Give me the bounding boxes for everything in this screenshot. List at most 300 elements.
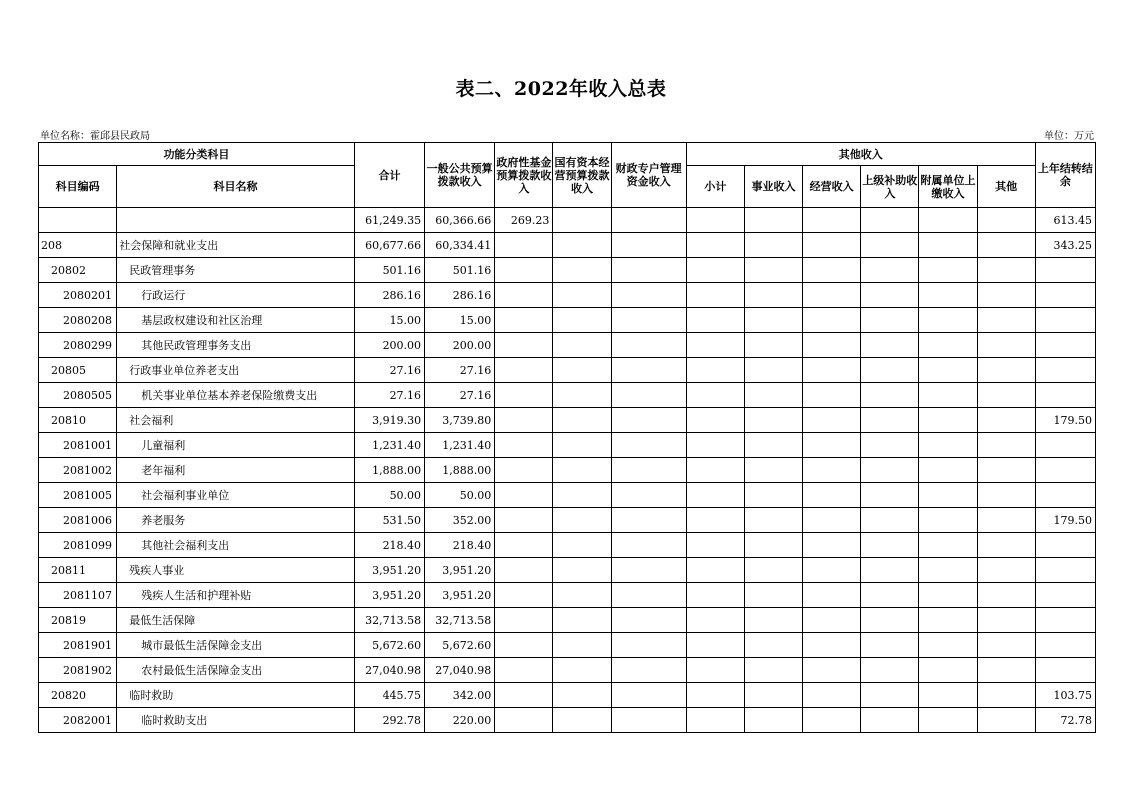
cell-operating-income (803, 633, 861, 658)
cell-operating-income (803, 708, 861, 733)
cell-operating-income (803, 458, 861, 483)
cell-affiliated-unit (919, 333, 977, 358)
header-superior-subsidy: 上级补助收入 (861, 166, 919, 208)
cell-superior-subsidy (861, 508, 919, 533)
cell-subtotal (686, 558, 744, 583)
cell-affiliated-unit (919, 683, 977, 708)
cell-carryover: 72.78 (1035, 708, 1095, 733)
cell-superior-subsidy (861, 483, 919, 508)
cell-operating-income (803, 358, 861, 383)
cell-carryover (1035, 608, 1095, 633)
cell-affiliated-unit (919, 308, 977, 333)
cell-other (977, 583, 1035, 608)
cell-gov-fund (495, 433, 553, 458)
cell-business-income (744, 533, 802, 558)
cell-other (977, 683, 1035, 708)
cell-business-income (744, 208, 802, 233)
cell-subtotal (686, 533, 744, 558)
cell-general-budget: 60,334.41 (425, 233, 495, 258)
cell-code: 20811 (39, 558, 117, 583)
cell-name: 残疾人生活和护理补贴 (117, 583, 355, 608)
cell-other (977, 208, 1035, 233)
cell-subtotal (686, 358, 744, 383)
cell-operating-income (803, 383, 861, 408)
cell-general-budget: 3,951.20 (425, 558, 495, 583)
cell-carryover (1035, 383, 1095, 408)
cell-code: 20802 (39, 258, 117, 283)
cell-state-capital (553, 258, 611, 283)
cell-state-capital (553, 508, 611, 533)
header-func-category: 功能分类科目 (39, 143, 355, 166)
cell-affiliated-unit (919, 233, 977, 258)
cell-affiliated-unit (919, 533, 977, 558)
cell-general-budget: 27.16 (425, 383, 495, 408)
cell-superior-subsidy (861, 583, 919, 608)
cell-total: 27,040.98 (354, 658, 424, 683)
cell-gov-fund (495, 633, 553, 658)
cell-fiscal-special (611, 433, 686, 458)
cell-gov-fund (495, 308, 553, 333)
unit-name-label: 单位名称：霍邱县民政局 (40, 131, 150, 142)
cell-carryover: 343.25 (1035, 233, 1095, 258)
cell-gov-fund (495, 333, 553, 358)
cell-name (117, 208, 355, 233)
cell-fiscal-special (611, 308, 686, 333)
cell-state-capital (553, 233, 611, 258)
cell-subtotal (686, 208, 744, 233)
cell-other (977, 508, 1035, 533)
cell-general-budget: 220.00 (425, 708, 495, 733)
cell-name: 农村最低生活保障金支出 (117, 658, 355, 683)
page-title: 表二、2022年收入总表 (455, 78, 667, 100)
table-row (39, 333, 1096, 358)
cell-general-budget: 3,951.20 (425, 583, 495, 608)
cell-code: 2081002 (39, 458, 117, 483)
cell-operating-income (803, 408, 861, 433)
cell-operating-income (803, 333, 861, 358)
cell-carryover (1035, 308, 1095, 333)
cell-other (977, 308, 1035, 333)
cell-other (977, 358, 1035, 383)
cell-gov-fund (495, 258, 553, 283)
cell-fiscal-special (611, 358, 686, 383)
cell-affiliated-unit (919, 633, 977, 658)
cell-superior-subsidy (861, 258, 919, 283)
cell-state-capital (553, 283, 611, 308)
cell-business-income (744, 558, 802, 583)
cell-fiscal-special (611, 383, 686, 408)
table-row (39, 308, 1096, 333)
cell-total: 32,713.58 (354, 608, 424, 633)
cell-other (977, 433, 1035, 458)
cell-total: 15.00 (354, 308, 424, 333)
cell-total: 50.00 (354, 483, 424, 508)
cell-affiliated-unit (919, 433, 977, 458)
cell-gov-fund (495, 608, 553, 633)
cell-superior-subsidy (861, 208, 919, 233)
cell-superior-subsidy (861, 708, 919, 733)
cell-affiliated-unit (919, 658, 977, 683)
cell-fiscal-special (611, 633, 686, 658)
cell-total: 200.00 (354, 333, 424, 358)
cell-total: 3,919.30 (354, 408, 424, 433)
cell-other (977, 633, 1035, 658)
cell-superior-subsidy (861, 308, 919, 333)
cell-state-capital (553, 383, 611, 408)
table-body (39, 208, 1096, 733)
cell-carryover (1035, 583, 1095, 608)
cell-other (977, 608, 1035, 633)
cell-fiscal-special (611, 258, 686, 283)
cell-state-capital (553, 208, 611, 233)
cell-carryover (1035, 458, 1095, 483)
cell-state-capital (553, 558, 611, 583)
cell-fiscal-special (611, 408, 686, 433)
income-table (38, 142, 1096, 733)
cell-total: 292.78 (354, 708, 424, 733)
cell-total: 218.40 (354, 533, 424, 558)
cell-total: 1,888.00 (354, 458, 424, 483)
cell-code: 20805 (39, 358, 117, 383)
cell-general-budget: 352.00 (425, 508, 495, 533)
cell-total: 1,231.40 (354, 433, 424, 458)
cell-carryover (1035, 558, 1095, 583)
cell-superior-subsidy (861, 433, 919, 458)
cell-subtotal (686, 683, 744, 708)
cell-business-income (744, 383, 802, 408)
header-total: 合计 (354, 143, 424, 208)
cell-fiscal-special (611, 283, 686, 308)
cell-gov-fund (495, 458, 553, 483)
table-row (39, 508, 1096, 533)
table-row (39, 433, 1096, 458)
cell-fiscal-special (611, 533, 686, 558)
header-business-income: 事业收入 (744, 166, 802, 208)
cell-name: 社会福利事业单位 (117, 483, 355, 508)
cell-business-income (744, 483, 802, 508)
cell-code: 2081005 (39, 483, 117, 508)
cell-operating-income (803, 583, 861, 608)
cell-business-income (744, 683, 802, 708)
cell-gov-fund (495, 508, 553, 533)
cell-superior-subsidy (861, 458, 919, 483)
cell-name: 临时救助支出 (117, 708, 355, 733)
cell-carryover (1035, 358, 1095, 383)
header-gov-fund: 政府性基金预算拨款收入 (495, 143, 553, 208)
cell-business-income (744, 508, 802, 533)
cell-other (977, 558, 1035, 583)
cell-state-capital (553, 358, 611, 383)
header-name: 科目名称 (117, 166, 355, 208)
cell-gov-fund (495, 558, 553, 583)
cell-state-capital (553, 483, 611, 508)
cell-total: 3,951.20 (354, 583, 424, 608)
cell-name: 行政事业单位养老支出 (117, 358, 355, 383)
cell-code: 20810 (39, 408, 117, 433)
table-row (39, 633, 1096, 658)
cell-code (39, 208, 117, 233)
cell-code: 2081006 (39, 508, 117, 533)
header-fiscal-special: 财政专户管理资金收入 (611, 143, 686, 208)
cell-superior-subsidy (861, 608, 919, 633)
cell-state-capital (553, 533, 611, 558)
cell-gov-fund (495, 233, 553, 258)
cell-gov-fund (495, 708, 553, 733)
cell-general-budget: 342.00 (425, 683, 495, 708)
cell-affiliated-unit (919, 608, 977, 633)
cell-general-budget: 60,366.66 (425, 208, 495, 233)
cell-total: 286.16 (354, 283, 424, 308)
cell-fiscal-special (611, 583, 686, 608)
cell-subtotal (686, 633, 744, 658)
cell-name: 基层政权建设和社区治理 (117, 308, 355, 333)
cell-total: 27.16 (354, 383, 424, 408)
cell-subtotal (686, 708, 744, 733)
cell-superior-subsidy (861, 633, 919, 658)
cell-subtotal (686, 583, 744, 608)
cell-general-budget: 1,888.00 (425, 458, 495, 483)
cell-affiliated-unit (919, 458, 977, 483)
cell-code: 2081099 (39, 533, 117, 558)
header-other-income: 其他收入 (686, 143, 1035, 166)
cell-state-capital (553, 658, 611, 683)
cell-fiscal-special (611, 483, 686, 508)
cell-affiliated-unit (919, 508, 977, 533)
cell-subtotal (686, 233, 744, 258)
cell-general-budget: 501.16 (425, 258, 495, 283)
cell-business-income (744, 583, 802, 608)
cell-carryover (1035, 283, 1095, 308)
cell-gov-fund (495, 358, 553, 383)
cell-code: 2081901 (39, 633, 117, 658)
cell-operating-income (803, 208, 861, 233)
cell-name: 城市最低生活保障金支出 (117, 633, 355, 658)
cell-code: 2082001 (39, 708, 117, 733)
cell-carryover: 613.45 (1035, 208, 1095, 233)
cell-gov-fund (495, 583, 553, 608)
cell-other (977, 658, 1035, 683)
cell-state-capital (553, 408, 611, 433)
cell-affiliated-unit (919, 383, 977, 408)
cell-code: 20820 (39, 683, 117, 708)
cell-gov-fund (495, 383, 553, 408)
cell-affiliated-unit (919, 408, 977, 433)
cell-gov-fund (495, 683, 553, 708)
cell-superior-subsidy (861, 283, 919, 308)
cell-business-income (744, 333, 802, 358)
header-state-capital: 国有资本经营预算拨款收入 (553, 143, 611, 208)
cell-carryover (1035, 433, 1095, 458)
cell-general-budget: 50.00 (425, 483, 495, 508)
table-row (39, 458, 1096, 483)
header-operating-income: 经营收入 (803, 166, 861, 208)
table-row (39, 608, 1096, 633)
cell-name: 儿童福利 (117, 433, 355, 458)
table-row (39, 658, 1096, 683)
cell-fiscal-special (611, 558, 686, 583)
table-row (39, 558, 1096, 583)
table-row (39, 408, 1096, 433)
table-row (39, 683, 1096, 708)
cell-fiscal-special (611, 458, 686, 483)
cell-operating-income (803, 233, 861, 258)
cell-affiliated-unit (919, 483, 977, 508)
cell-business-income (744, 433, 802, 458)
cell-total: 5,672.60 (354, 633, 424, 658)
cell-business-income (744, 608, 802, 633)
cell-name: 社会保障和就业支出 (117, 233, 355, 258)
cell-operating-income (803, 283, 861, 308)
cell-other (977, 383, 1035, 408)
cell-state-capital (553, 308, 611, 333)
cell-other (977, 708, 1035, 733)
cell-code: 20819 (39, 608, 117, 633)
cell-carryover: 103.75 (1035, 683, 1095, 708)
cell-affiliated-unit (919, 358, 977, 383)
cell-gov-fund (495, 533, 553, 558)
cell-carryover (1035, 633, 1095, 658)
cell-subtotal (686, 458, 744, 483)
cell-affiliated-unit (919, 583, 977, 608)
cell-fiscal-special (611, 708, 686, 733)
cell-operating-income (803, 658, 861, 683)
cell-superior-subsidy (861, 558, 919, 583)
cell-name: 社会福利 (117, 408, 355, 433)
cell-other (977, 258, 1035, 283)
cell-name: 机关事业单位基本养老保险缴费支出 (117, 383, 355, 408)
cell-name: 其他民政管理事务支出 (117, 333, 355, 358)
cell-name: 民政管理事务 (117, 258, 355, 283)
cell-other (977, 283, 1035, 308)
cell-total: 3,951.20 (354, 558, 424, 583)
cell-name: 残疾人事业 (117, 558, 355, 583)
table-row (39, 583, 1096, 608)
cell-subtotal (686, 433, 744, 458)
cell-general-budget: 1,231.40 (425, 433, 495, 458)
cell-superior-subsidy (861, 233, 919, 258)
cell-operating-income (803, 683, 861, 708)
cell-other (977, 233, 1035, 258)
cell-operating-income (803, 608, 861, 633)
table-row (39, 383, 1096, 408)
cell-superior-subsidy (861, 533, 919, 558)
cell-general-budget: 5,672.60 (425, 633, 495, 658)
cell-operating-income (803, 558, 861, 583)
cell-subtotal (686, 658, 744, 683)
cell-affiliated-unit (919, 283, 977, 308)
cell-fiscal-special (611, 508, 686, 533)
table-row (39, 208, 1096, 233)
cell-name: 其他社会福利支出 (117, 533, 355, 558)
table-row (39, 533, 1096, 558)
cell-other (977, 408, 1035, 433)
cell-affiliated-unit (919, 558, 977, 583)
cell-subtotal (686, 483, 744, 508)
cell-superior-subsidy (861, 683, 919, 708)
cell-gov-fund (495, 658, 553, 683)
cell-total: 61,249.35 (354, 208, 424, 233)
cell-business-income (744, 233, 802, 258)
cell-superior-subsidy (861, 358, 919, 383)
cell-superior-subsidy (861, 408, 919, 433)
cell-total: 445.75 (354, 683, 424, 708)
cell-total: 501.16 (354, 258, 424, 283)
cell-fiscal-special (611, 333, 686, 358)
cell-general-budget: 32,713.58 (425, 608, 495, 633)
cell-state-capital (553, 583, 611, 608)
cell-carryover: 179.50 (1035, 508, 1095, 533)
cell-operating-income (803, 508, 861, 533)
cell-business-income (744, 658, 802, 683)
cell-code: 2081902 (39, 658, 117, 683)
cell-fiscal-special (611, 608, 686, 633)
cell-business-income (744, 458, 802, 483)
header-other: 其他 (977, 166, 1035, 208)
cell-name: 行政运行 (117, 283, 355, 308)
cell-state-capital (553, 333, 611, 358)
cell-name: 养老服务 (117, 508, 355, 533)
cell-business-income (744, 308, 802, 333)
cell-fiscal-special (611, 683, 686, 708)
cell-state-capital (553, 708, 611, 733)
cell-general-budget: 286.16 (425, 283, 495, 308)
cell-fiscal-special (611, 208, 686, 233)
cell-code: 2081107 (39, 583, 117, 608)
cell-affiliated-unit (919, 208, 977, 233)
cell-state-capital (553, 608, 611, 633)
cell-operating-income (803, 433, 861, 458)
cell-other (977, 533, 1035, 558)
cell-carryover (1035, 658, 1095, 683)
cell-business-income (744, 258, 802, 283)
table-row (39, 358, 1096, 383)
cell-code: 2080201 (39, 283, 117, 308)
cell-general-budget: 3,739.80 (425, 408, 495, 433)
cell-code: 208 (39, 233, 117, 258)
cell-subtotal (686, 333, 744, 358)
cell-operating-income (803, 483, 861, 508)
cell-operating-income (803, 308, 861, 333)
cell-total: 27.16 (354, 358, 424, 383)
cell-subtotal (686, 308, 744, 333)
table-row (39, 483, 1096, 508)
table-row (39, 233, 1096, 258)
table-row (39, 283, 1096, 308)
cell-code: 2080208 (39, 308, 117, 333)
cell-subtotal (686, 383, 744, 408)
cell-name: 老年福利 (117, 458, 355, 483)
cell-total: 531.50 (354, 508, 424, 533)
cell-subtotal (686, 283, 744, 308)
cell-business-income (744, 408, 802, 433)
cell-business-income (744, 283, 802, 308)
cell-name: 最低生活保障 (117, 608, 355, 633)
cell-state-capital (553, 633, 611, 658)
header-affiliated-unit: 附属单位上缴收入 (919, 166, 977, 208)
cell-other (977, 483, 1035, 508)
cell-general-budget: 27,040.98 (425, 658, 495, 683)
cell-operating-income (803, 258, 861, 283)
cell-affiliated-unit (919, 708, 977, 733)
cell-carryover: 179.50 (1035, 408, 1095, 433)
cell-subtotal (686, 258, 744, 283)
cell-general-budget: 15.00 (425, 308, 495, 333)
cell-carryover (1035, 258, 1095, 283)
cell-other (977, 333, 1035, 358)
cell-code: 2080299 (39, 333, 117, 358)
cell-gov-fund (495, 408, 553, 433)
cell-carryover (1035, 483, 1095, 508)
